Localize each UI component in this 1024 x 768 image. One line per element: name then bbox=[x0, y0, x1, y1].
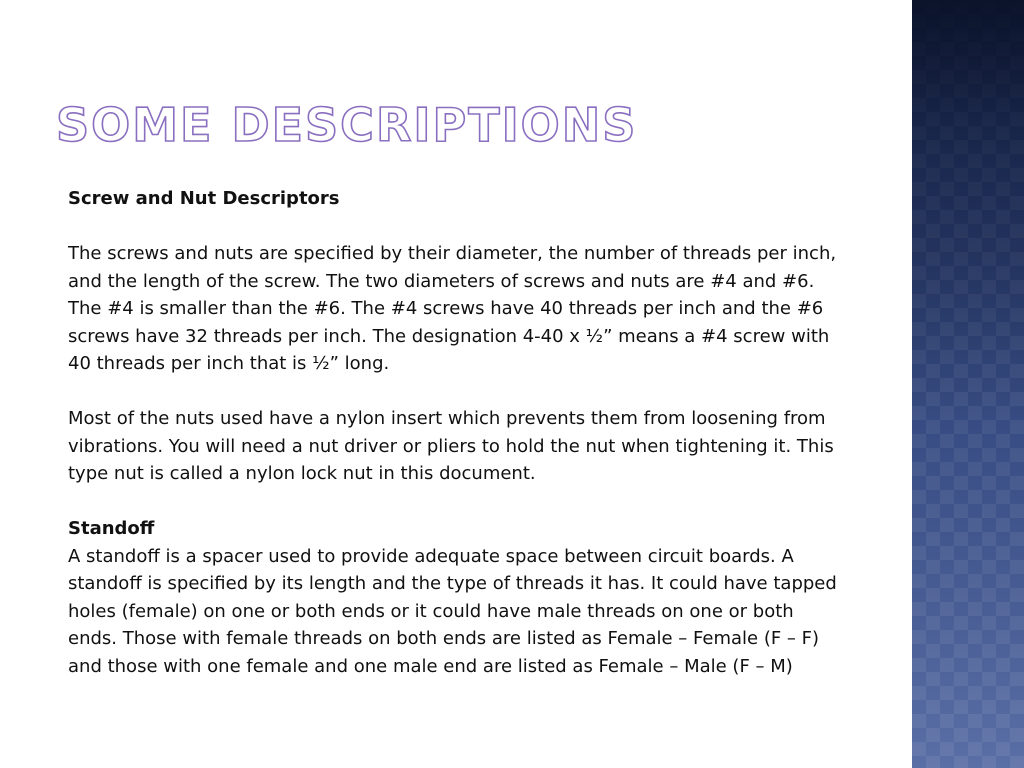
slide-title: SOME DESCRIPTIONS bbox=[56, 98, 638, 152]
decorative-side-panel bbox=[912, 0, 1024, 768]
paragraph-spacer bbox=[68, 488, 838, 516]
paragraph-standoff: A standoff is a spacer used to provide adequate space between circuit boards. A standoff is specified by its length and the type of threads it has. It could have tapped holes (female) on one or both ends or it could have male threads on one or both ends. Those with female threads on both ends are listed as Female – Female (F – F) and those with one female and one male end are listed as Female – Male (F – M) bbox=[68, 545, 837, 677]
slide-body bbox=[68, 185, 838, 680]
paragraph-nylon-nut: Most of the nuts used have a nylon insert which prevents them from loosening from vibrations. You will need a nut driver or pliers to hold the nut when tightening it. This type nut is called a nylon lock nut in this document. bbox=[68, 408, 834, 484]
paragraph-screw-specification: The screws and nuts are specified by their diameter, the number of threads per inch, and the length of the screw. The two diameters of screws and nuts are #4 and #6. The #4 is smaller than the #6. The #4 screws have 40 threads per inch and the #6 screws have 32 threads per inch. The designation 4-40 x ½” means a #4 screw with 40 threads per inch that is ½” long. bbox=[68, 243, 837, 374]
paragraph-spacer bbox=[68, 378, 838, 406]
paragraph-spacer bbox=[68, 213, 838, 241]
section-heading-screw-nut: Screw and Nut Descriptors bbox=[68, 188, 340, 209]
section-heading-standoff: Standoff bbox=[68, 518, 155, 539]
